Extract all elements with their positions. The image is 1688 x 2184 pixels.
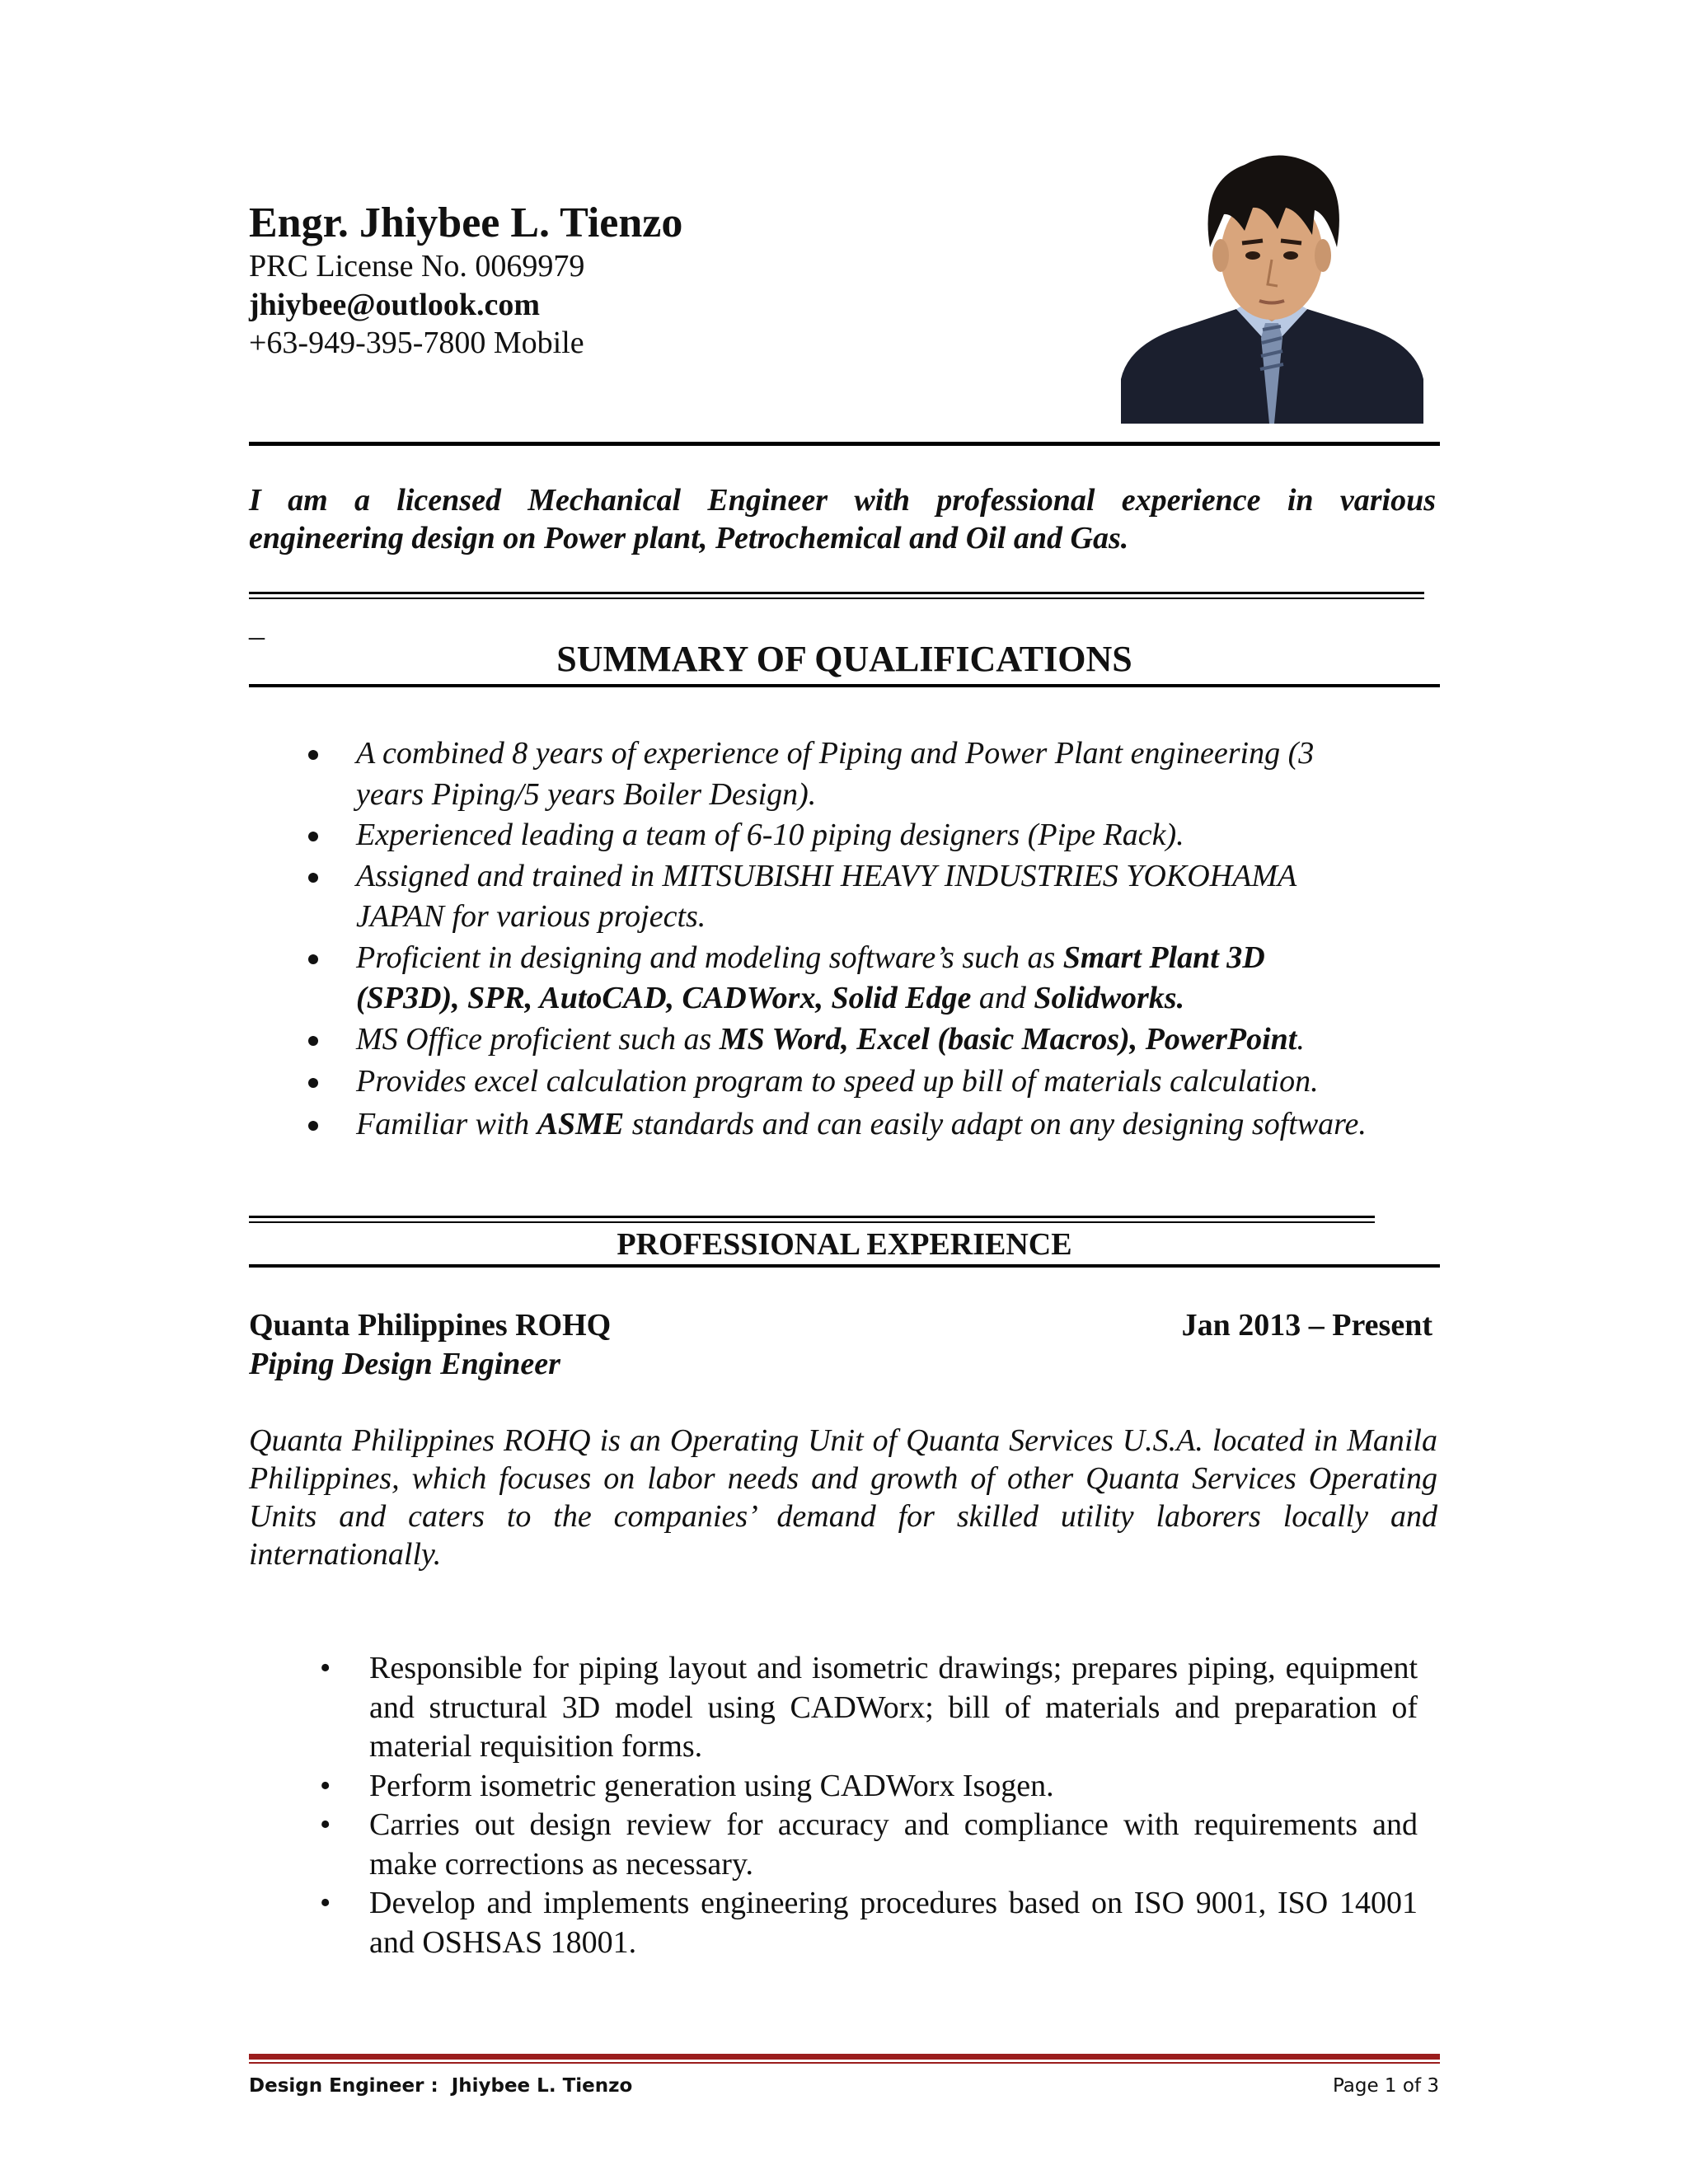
- phone-number: +63-949-395-7800 Mobile: [249, 326, 584, 360]
- bullet-icon: [308, 1036, 318, 1046]
- license-number: PRC License No. 0069979: [249, 249, 585, 284]
- list-item: MS Office proficient such as MS Word, Excel (basic Macros), PowerPoint.: [297, 1019, 1451, 1061]
- duties-list: [313, 1649, 1418, 1962]
- footer-rule-thin: [249, 2062, 1440, 2064]
- intro-statement: [249, 481, 1436, 557]
- bullet-icon: •: [320, 1651, 331, 1685]
- bullet-icon: [308, 873, 318, 883]
- resume-name: Engr. Jhiybee L. Tienzo: [249, 199, 683, 246]
- list-item: Assigned and trained in MITSUBISHI HEAVY INDUSTRIES YOKOHAMA JAPAN for various projects.: [297, 856, 1451, 938]
- footer-label: Design Engineer : Jhiybee L. Tienzo: [249, 2075, 633, 2097]
- bullet-icon: •: [320, 1807, 331, 1842]
- list-item: Experienced leading a team of 6-10 piping designers (Pipe Rack).: [297, 815, 1451, 856]
- list-item: • Perform isometric generation using CADWorx Isogen.: [313, 1767, 1418, 1807]
- bullet-icon: [308, 1078, 318, 1088]
- list-item: Familiar with ASME standards and can easily adapt on any designing software.: [297, 1104, 1451, 1146]
- intro-divider-bottom: [249, 598, 1424, 599]
- job-header: [249, 1306, 611, 1384]
- bullet-icon: [308, 954, 318, 964]
- qualifications-list: [297, 733, 1451, 1145]
- header-divider: [249, 442, 1440, 446]
- bullet-icon: [308, 750, 318, 760]
- bullet-icon: •: [320, 1886, 331, 1920]
- list-item: A combined 8 years of experience of Piping and Power Plant engineering (3 years Piping/5 years Boiler Design).: [297, 733, 1451, 815]
- list-item: • Develop and implements engineering procedures based on ISO 9001, ISO 14001 and OSHSAS 18001.: [320, 1886, 1418, 1960]
- email-link[interactable]: jhiybee@outlook.com: [249, 288, 541, 322]
- stray-mark: _: [249, 608, 266, 643]
- company-description: Quanta Philippines ROHQ is an Operating Unit of Quanta Services U.S.A. located in Manila Philippines, which focuses on labor needs and growth of other Quanta Services Operating Units and caters to the companies’ demand for skilled utility laborers locally and internationally.: [249, 1423, 1437, 1572]
- intro-line-1: I am a licensed Mechanical Engineer with professional experience in various: [249, 483, 1436, 518]
- page-number: Page 1 of 3: [1332, 2075, 1439, 2097]
- experience-divider-top: [249, 1216, 1375, 1218]
- footer-rule-thick: [249, 2054, 1440, 2060]
- company-name: Quanta Philippines ROHQ: [249, 1308, 612, 1343]
- list-item: Proficient in designing and modeling software’s such as Smart Plant 3D (SP3D), SPR, AutoCAD, CADWorx, Solid Edge and Solidworks.: [297, 938, 1451, 1019]
- list-item: Provides excel calculation program to speed up bill of materials calculation.: [297, 1062, 1451, 1103]
- bullet-icon: [308, 832, 318, 841]
- list-item: • Carries out design review for accuracy and compliance with requirements and make corrections as necessary.: [320, 1807, 1418, 1882]
- experience-heading-rule: [249, 1264, 1440, 1268]
- summary-heading-rule: [249, 684, 1440, 687]
- intro-line-2: engineering design on Power plant, Petrochemical and Oil and Gas.: [249, 521, 1129, 555]
- bullet-icon: •: [320, 1768, 331, 1803]
- intro-divider-top: [249, 592, 1424, 594]
- profile-photo: [1121, 132, 1423, 424]
- experience-heading: PROFESSIONAL EXPERIENCE: [617, 1227, 1072, 1262]
- experience-divider-bottom: [249, 1221, 1375, 1223]
- job-title: Piping Design Engineer: [249, 1347, 560, 1381]
- summary-heading: SUMMARY OF QUALIFICATIONS: [556, 639, 1132, 679]
- list-item: • Responsible for piping layout and isometric drawings; prepares piping, equipment and structural 3D model using CADWorx; bill of materials and preparation of material requisition forms.: [320, 1651, 1418, 1764]
- bullet-icon: [308, 1121, 318, 1131]
- job-dates: Jan 2013 – Present: [1181, 1308, 1432, 1343]
